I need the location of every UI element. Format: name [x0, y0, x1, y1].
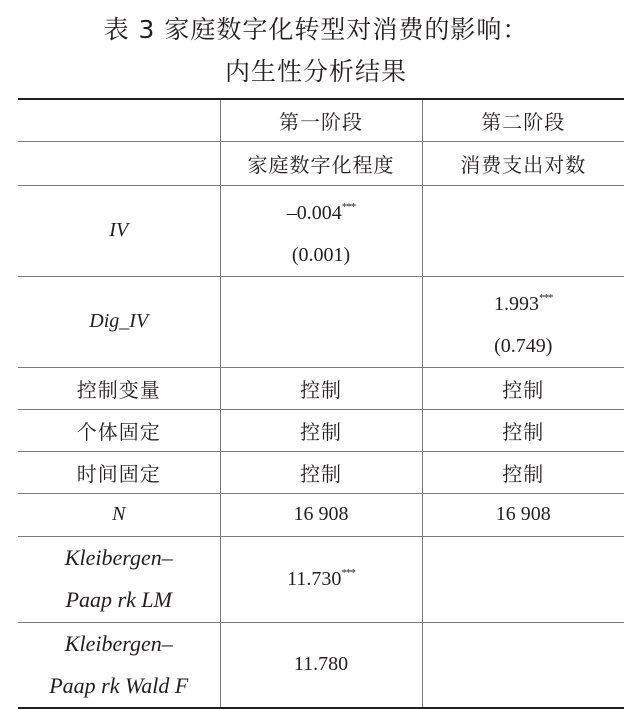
- row-label-kp-wald: [18, 622, 220, 708]
- table-title-line2: 内生性分析结果: [224, 57, 407, 86]
- header-corner: [18, 99, 220, 141]
- row-label-dig-iv: Dig_IV: [18, 276, 220, 367]
- iv-stage1-cell: [220, 185, 422, 276]
- significance-stars: ***: [341, 567, 355, 579]
- iv-stage1-se: (0.001): [291, 243, 351, 266]
- row-label-time-fe: 时间固定: [18, 451, 220, 493]
- table-row-dig-iv: [18, 276, 624, 367]
- table-row-controls: [18, 367, 624, 409]
- header-row-dependent: [18, 141, 624, 185]
- header-dep2: 消费支出对数: [422, 141, 624, 185]
- kp-wald-label-line1: Kleibergen–: [64, 630, 173, 656]
- table-row-kp-lm: [18, 536, 624, 622]
- time-fe-stage2: 控制: [422, 451, 624, 493]
- header-row-stage: [18, 99, 624, 141]
- table-row-kp-wald: [18, 622, 624, 708]
- kp-lm-stage1: [220, 536, 422, 622]
- n-stage1: 16 908: [220, 493, 422, 536]
- kp-wald-stage1: 11.780: [220, 622, 422, 708]
- n-stage2: 16 908: [422, 493, 624, 536]
- header-stage1: 第一阶段: [220, 99, 422, 141]
- controls-stage2: 控制: [422, 367, 624, 409]
- significance-stars: ***: [341, 200, 356, 213]
- iv-stage2-cell: [422, 185, 624, 276]
- kp-lm-label-line1: Kleibergen–: [64, 545, 173, 570]
- controls-stage1: 控制: [220, 367, 422, 409]
- individual-fe-stage2: 控制: [422, 409, 624, 451]
- individual-fe-stage1: 控制: [220, 409, 422, 451]
- table-row-n: [18, 493, 624, 536]
- iv-stage1-coef: –0.004***: [286, 200, 356, 224]
- kp-lm-stage2: [422, 536, 624, 622]
- header-stage2: 第二阶段: [422, 99, 624, 141]
- header-dep1: 家庭数字化程度: [220, 141, 422, 185]
- header-corner-2: [18, 141, 220, 185]
- kp-wald-label-line2: Paap rk Wald F: [49, 672, 189, 698]
- dig-iv-stage2-cell: [422, 276, 624, 367]
- dig-iv-stage2-coef: 1.993***: [494, 291, 553, 315]
- table-row-iv: [18, 185, 624, 276]
- results-table: [18, 98, 624, 709]
- row-label-individual-fe: 个体固定: [18, 409, 220, 451]
- significance-stars: ***: [539, 291, 553, 304]
- row-label-n: N: [18, 493, 220, 536]
- kp-lm-value: 11.730: [287, 568, 342, 590]
- time-fe-stage1: 控制: [220, 451, 422, 493]
- dig-iv-stage1-cell: [220, 276, 422, 367]
- table-row-time-fe: [18, 451, 624, 493]
- kp-lm-label-line2: Paap rk LM: [65, 587, 172, 612]
- row-label-controls: 控制变量: [18, 367, 220, 409]
- row-label-kp-lm: [18, 536, 220, 622]
- dig-iv-stage2-se: (0.749): [494, 334, 553, 357]
- kp-wald-stage2: [422, 622, 624, 708]
- table-row-individual-fe: [18, 409, 624, 451]
- table-title-line1: 表 3 家庭数字化转型对消费的影响：: [103, 15, 529, 44]
- row-label-iv: IV: [18, 185, 220, 276]
